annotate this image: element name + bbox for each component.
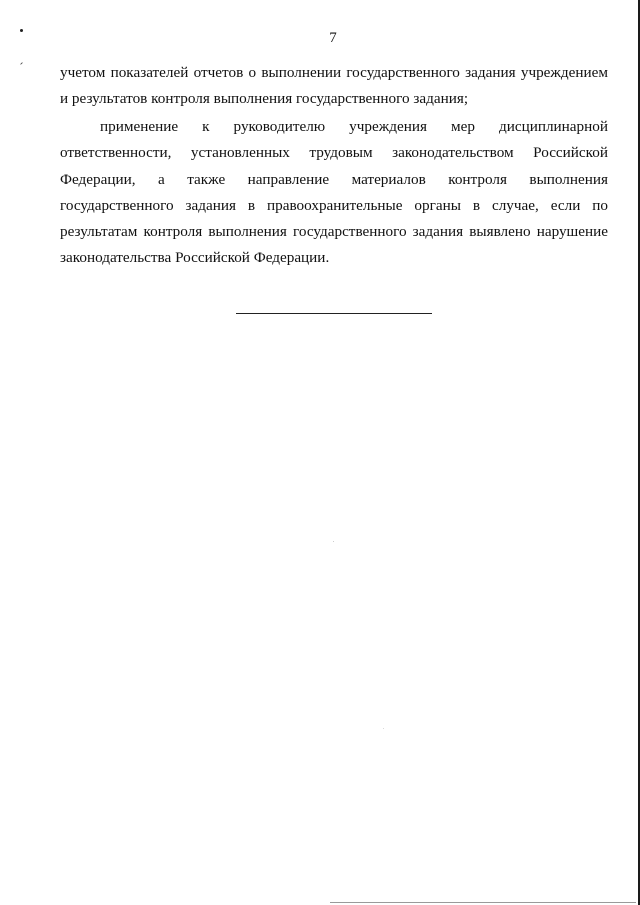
paragraph-disciplinary-measures: применение к руководителю учреждения мер дисциплинарной ответственности, установленных трудовым законодательством Российской Федерации, а также направление материалов контроля выполнения государственного задания в правоохранительные органы в случае, если по результатам контроля выполнения государственного задания выявлено нарушение законодательства Российской Федерации.: [60, 118, 608, 267]
closing-separator-line: [236, 313, 432, 314]
page-bottom-edge: [330, 902, 636, 903]
scan-speck: [333, 541, 334, 542]
page-number: 7: [329, 30, 337, 46]
scan-speck: [20, 62, 23, 65]
scan-speck: [383, 728, 384, 729]
paragraph-control-indicators: учетом показателей отчетов о выполнении государственного задания учреждением и результатов контроля выполнения государственного задания;: [60, 64, 608, 108]
